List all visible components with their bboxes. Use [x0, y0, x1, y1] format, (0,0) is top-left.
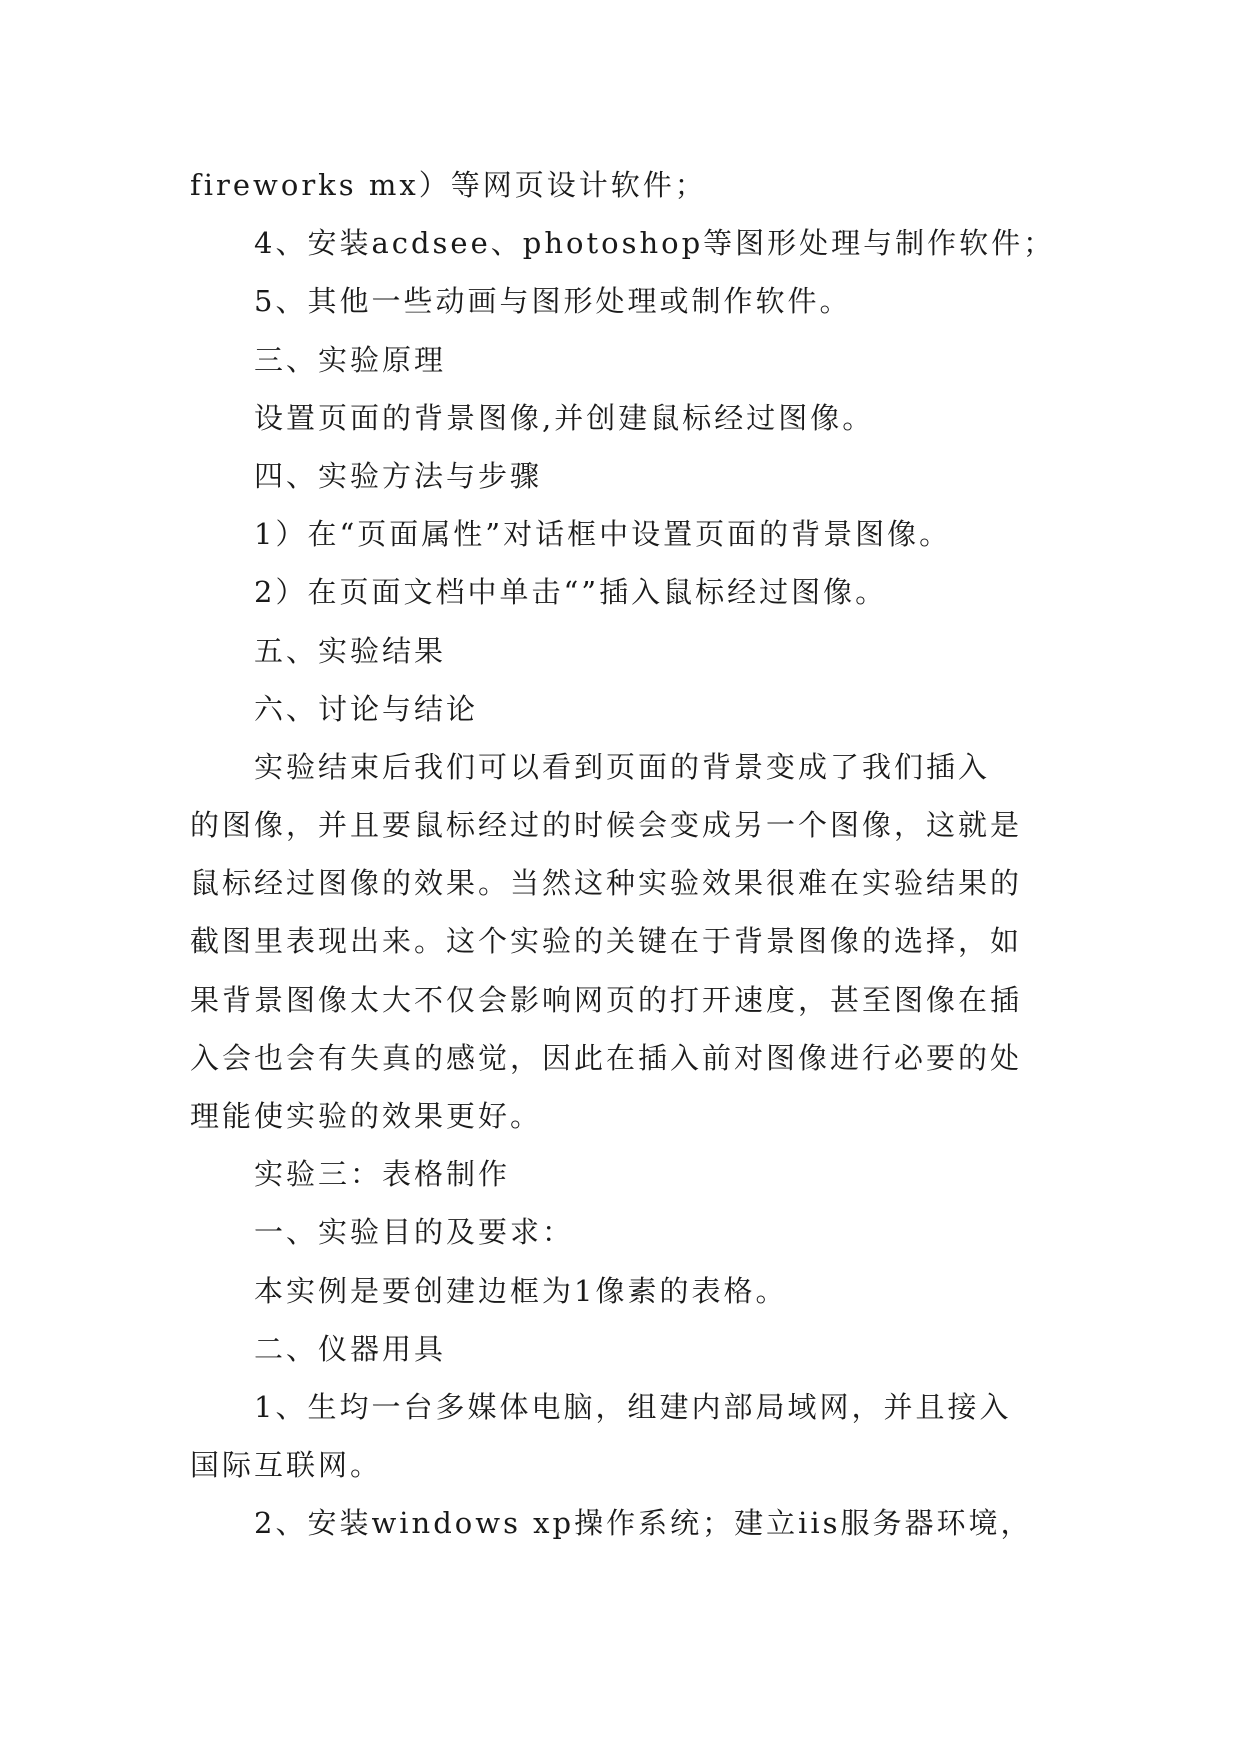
text-line: 理能使实验的效果更好。: [190, 1099, 543, 1133]
text-line: 5、其他一些动画与图形处理或制作软件。: [254, 284, 852, 319]
text-line: 截图里表现出来。这个实验的关键在于背景图像的选择，如: [190, 924, 1023, 959]
text-line: 实验三：表格制作: [254, 1157, 511, 1192]
text-line: 实验结束后我们可以看到页面的背景变成了我们插入: [254, 749, 991, 784]
text-line: 4、安装acdsee、photoshop等图形处理与制作软件；: [254, 226, 1056, 261]
text-line: 1）在“页面属性”对话框中设置页面的背景图像。: [254, 517, 952, 552]
text-line: fireworks mx）等网页设计软件；: [190, 168, 707, 202]
text-line: 五、实验结果: [254, 633, 447, 668]
text-line: 三、实验原理: [254, 342, 447, 377]
text-line: 二、仪器用具: [254, 1331, 447, 1366]
text-line: 鼠标经过图像的效果。当然这种实验效果很难在实验结果的: [190, 866, 1023, 901]
text-line: 本实例是要创建边框为1像素的表格。: [254, 1273, 788, 1308]
text-line: 入会也会有失真的感觉，因此在插入前对图像进行必要的处: [190, 1040, 1023, 1075]
text-line: 设置页面的背景图像,并创建鼠标经过图像。: [254, 400, 875, 435]
text-line: 果背景图像太大不仅会影响网页的打开速度，甚至图像在插: [190, 982, 1023, 1017]
text-line: 1、生均一台多媒体电脑，组建内部局域网，并且接入: [254, 1389, 1012, 1424]
text-line: 六、讨论与结论: [254, 691, 479, 726]
text-line: 的图像，并且要鼠标经过的时候会变成另一个图像，这就是: [190, 808, 1023, 843]
text-line: 2、安装windows xp操作系统；建立iis服务器环境，: [254, 1506, 1033, 1541]
text-line: 一、实验目的及要求：: [254, 1215, 575, 1250]
text-line: 四、实验方法与步骤: [254, 458, 543, 493]
text-line: 国际互联网。: [190, 1448, 383, 1483]
document-body: [190, 156, 1056, 1553]
text-line: 2）在页面文档中单击“”插入鼠标经过图像。: [254, 575, 888, 610]
